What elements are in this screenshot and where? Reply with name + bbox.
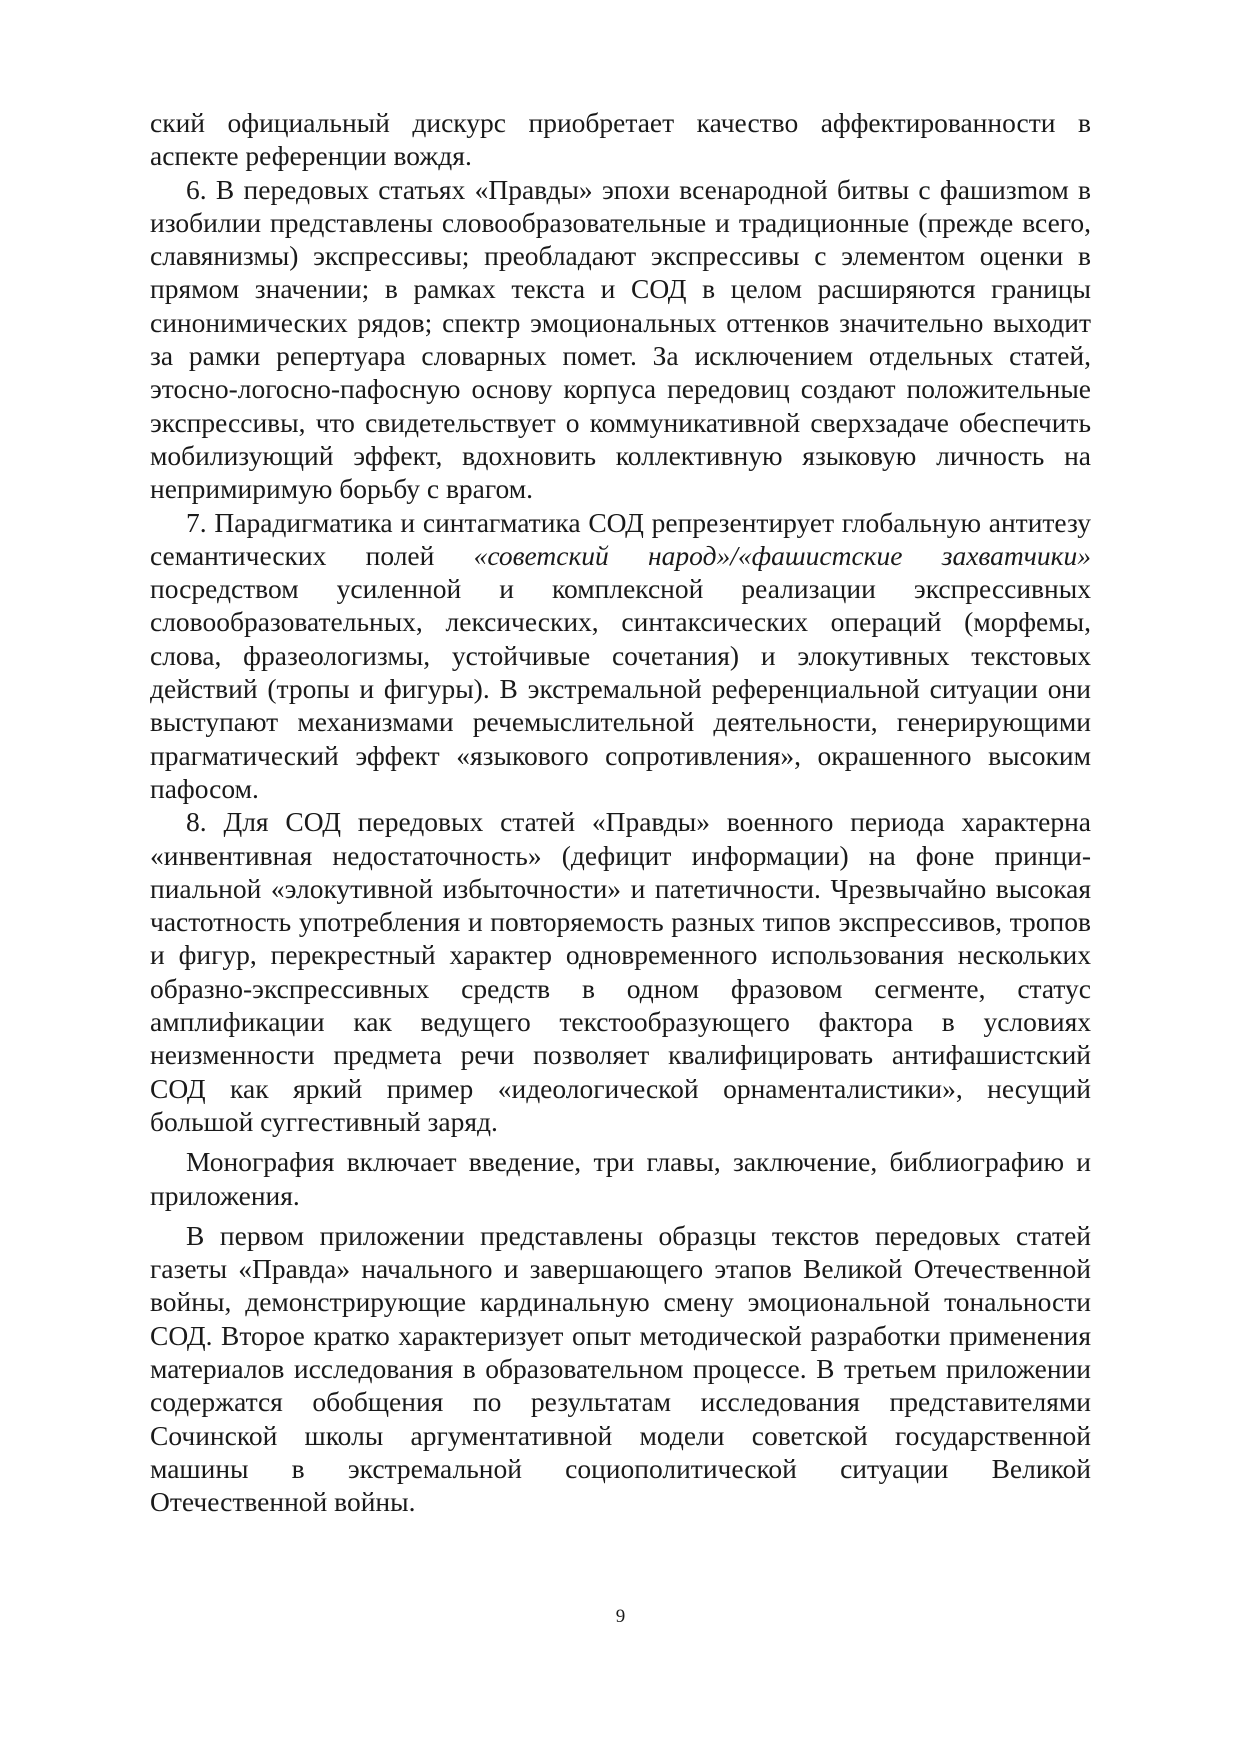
- paragraph-item-7-text-start: 7. Парадигматика и синтагматика СОД репрезентирует глобальную антитезу семантических полей: [150, 506, 1091, 571]
- paragraph-item-8: 8. Для СОД передовых статей «Правды» военного периода характерна «инвентивная недостаточность» (дефицит информации) на фоне принципиальной «элокутивной избыточности» и патетичности. Чрезвычайно высокая частотность употребления и повторяемость разных типов экспрессивов, тропов и фигур, перекрестный характер одновременного использования нескольких образно-экспрессивных средств в одном фразовом сегменте, статус амплификации как ведущего текстообразующего фактора в условиях неизменности предмета речи позволяет квалифицировать антифашистский СОД как яркий пример «идеологической орнаменталистики», несущий большой суггестивный заряд.: [150, 806, 1091, 1137]
- paragraph-appendices: В первом приложении представлены образцы текстов передовых статей газеты «Правда» начального и завершающего этапов Великой Отечественной войны, демонстрирующие кардинальную смену эмоциональной тональности СОД. Второе кратко характеризует опыт методической разработки применения материалов исследования в образовательном процессе. В третьем приложении содержатся обобщения по результатам исследования представителями Сочинской школы аргументативной модели советской государственной машины в экстремальной социополитической ситуации Великой Отечественной войны.: [150, 1219, 1091, 1518]
- page-number: 9: [615, 1606, 626, 1627]
- paragraph-item-7-italic-phrase: «советский народ»/«фашистские захватчики»: [473, 539, 1091, 571]
- page-body: [150, 106, 1091, 1518]
- paragraph-item-7: [150, 506, 1091, 806]
- paragraph-item-6: 6. В передовых статьях «Правды» эпохи всенародной битвы с фашизmом в изобилии представлены словообразовательные и традиционные (прежде всего, славянизмы) экспрессивы; преобладают экспрессивы с элементом оценки в прямом значении; в рамках текста и СОД в целом расширяются границы синонимических рядов; спектр эмоциональных оттенков значительно выходит за рамки репертуара словарных помет. За исключением отдельных статей, этосно-логосно-пафосную основу корпуса передовиц создают положительные экспрессивы, что свидетельствует о коммуникативной сверхзадаче обеспечить мобилизующий эффект, вдохновить коллективную языковую личность на непримиримую борьбу с врагом.: [150, 173, 1091, 505]
- paragraph-monograph-structure: Монография включает введение, три главы, заключение, библиографию и приложения.: [150, 1146, 1091, 1211]
- paragraph-continuation: ский официальный дискурс приобретает качество аффектированности в аспекте референции вождя.: [150, 107, 1091, 172]
- paragraph-item-7-text-end: посредством усиленной и комплексной реализации экспрессивных словообразовательных, лексических, синтаксических операций (морфемы, слова, фразеологизмы, устойчивые сочетания) и элокутивных текстовых действий (тропы и фигуры). В экстремальной референциальной ситуации они выступают механизмами речемыслительной деятельности, генерирующими прагматический эффект «языкового сопротивления», окрашенного высоким пафосом.: [150, 573, 1091, 804]
